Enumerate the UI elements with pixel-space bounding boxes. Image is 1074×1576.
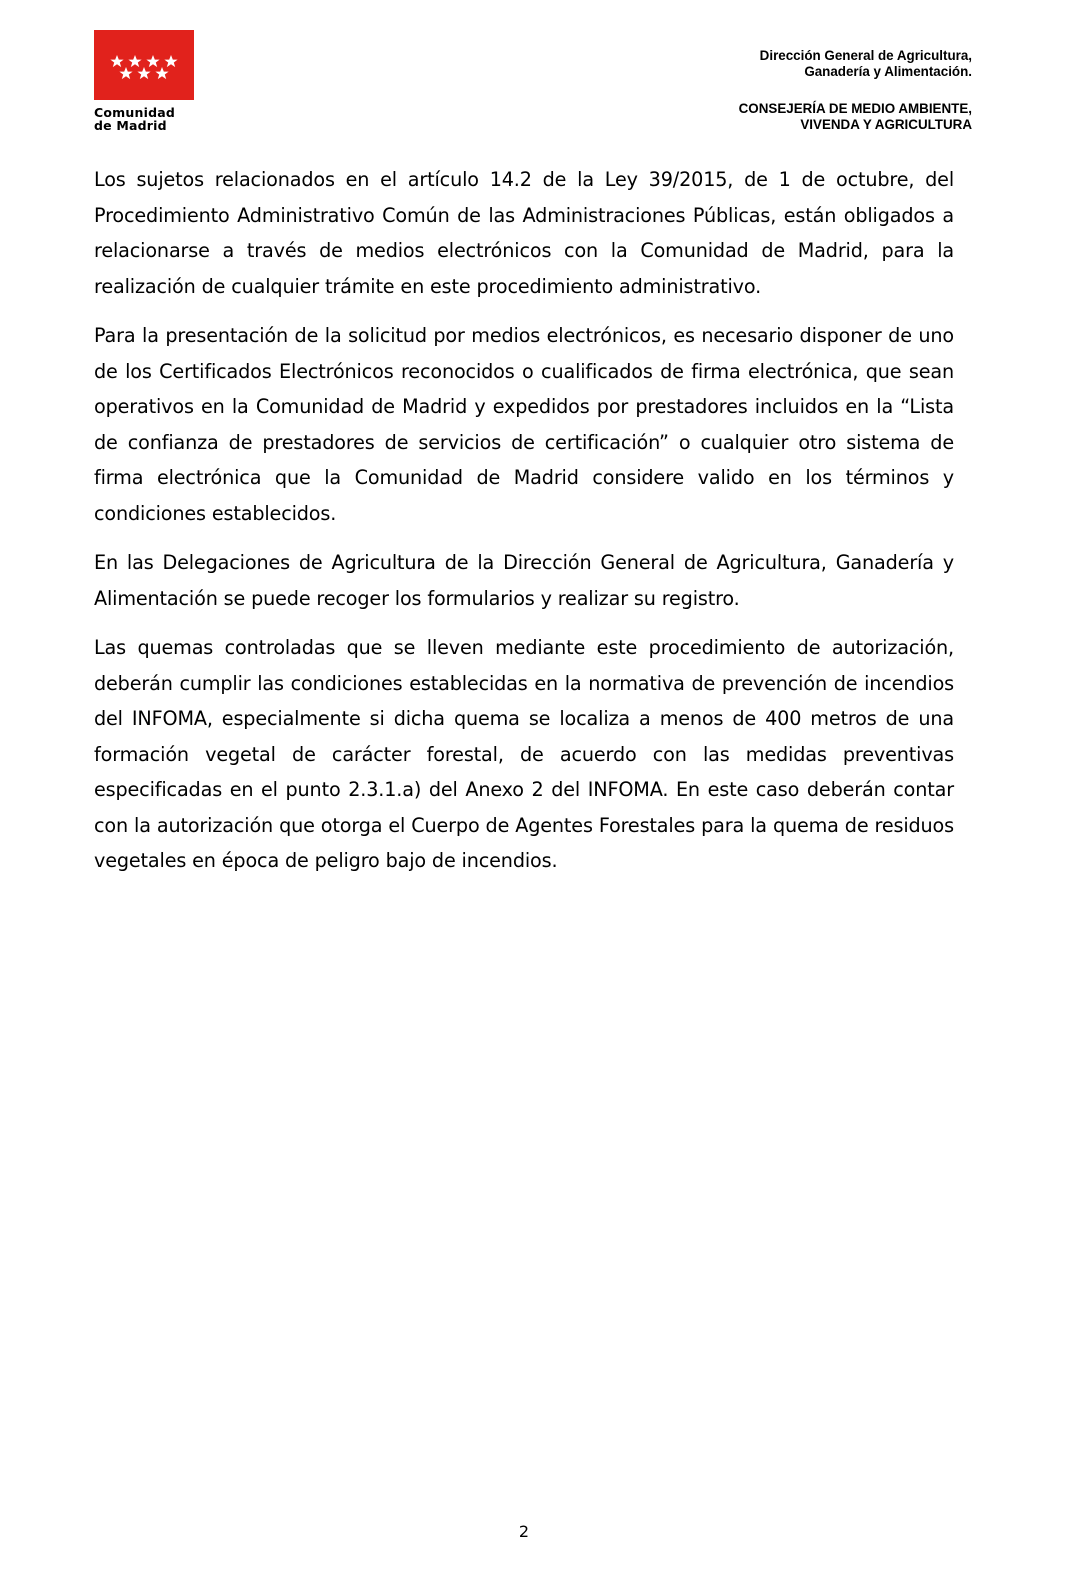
header-line4: VIVENDA Y AGRICULTURA [800,117,972,132]
header-line1: Dirección General de Agricultura, [759,48,972,63]
page-number: 2 [518,1522,530,1541]
paragraph-electronic-obligation: Los sujetos relacionados en el artículo 14.2 de la Ley 39/2015, de 1 de octubre, del Procedimiento Administrativo Común de las Administraciones Públicas, están obligados a relacionarse a través de medios electrónicos con la Comunidad de Madrid, para la realización de cualquier trámite en este procedimiento administrativo. [94,168,954,298]
logo-name-line1: Comunidad [94,105,175,120]
paragraph-electronic-certificates: Para la presentación de la solicitud por medios electrónicos, es necesario disponer de uno de los Certificados Electrónicos reconocidos o cualificados de firma electrónica, que sean operativos en la Comunidad de Madrid y expedidos por prestadores incluidos en la “Lista de confianza de prestadores de servicios de certificación” o cualquier otro sistema de firma electrónica que la Comunidad de Madrid considere valido en los términos y condiciones establecidos. [94,324,954,525]
logo-name-line2: de Madrid [94,118,167,133]
document-body [94,162,954,893]
header-line3: CONSEJERÍA DE MEDIO AMBIENTE, [738,101,972,116]
paragraph-delegations: En las Delegaciones de Agricultura de la Dirección General de Agricultura, Ganadería y Alimentación se puede recoger los formularios y realizar su registro. [94,551,954,610]
ministry-name [739,101,972,133]
madrid-flag-icon [94,30,194,100]
seven-stars-icon [94,30,194,100]
paragraph-controlled-burns: Las quemas controladas que se lleven mediante este procedimiento de autorización, deberán cumplir las condiciones establecidas en la normativa de prevención de incendios del INFOMA, especialmente si dicha quema se localiza a menos de 400 metros de una formación vegetal de carácter forestal, de acuerdo con las medidas preventivas especificadas en el punto 2.3.1.a) del Anexo 2 del INFOMA. En este caso deberán contar con la autorización que otorga el Cuerpo de Agentes Forestales para la quema de residuos vegetales en época de peligro bajo de incendios. [94,636,954,872]
comunidad-de-madrid-logo [94,30,198,132]
logo-name [94,106,198,132]
header-line2: Ganadería y Alimentación. [804,64,972,79]
directorate-name [739,48,972,80]
department-header [739,48,972,133]
